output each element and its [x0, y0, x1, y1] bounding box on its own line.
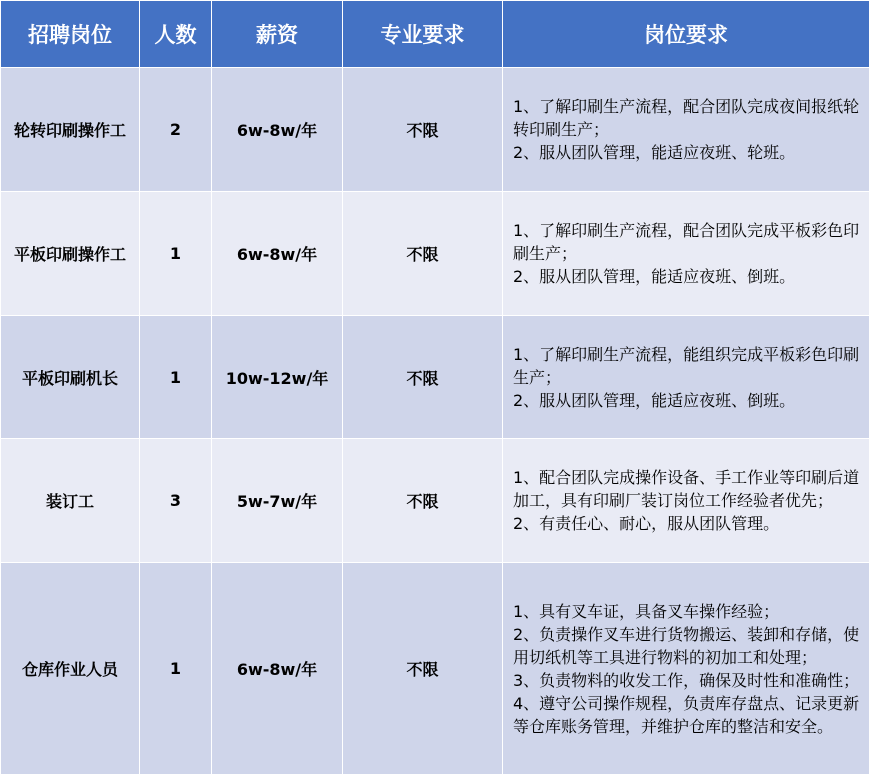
salary-cell: 6w-8w/年 [212, 563, 343, 775]
requirements-cell [503, 439, 869, 563]
salary-cell: 6w-8w/年 [212, 192, 343, 316]
requirement-line: 1、了解印刷生产流程，配合团队完成平板彩色印刷生产； [513, 219, 861, 265]
salary-cell: 10w-12w/年 [212, 316, 343, 439]
header-requirements: 岗位要求 [503, 1, 869, 68]
position-cell: 平板印刷操作工 [1, 192, 140, 316]
requirement-line: 2、负责操作叉车进行货物搬运、装卸和存储，使用切纸机等工具进行物料的初加工和处理； [513, 623, 861, 669]
requirement-line: 4、遵守公司操作规程，负责库存盘点、记录更新等仓库账务管理，并维护仓库的整洁和安全。 [513, 692, 861, 738]
count-cell: 1 [140, 316, 212, 439]
requirements-cell [503, 316, 869, 439]
position-cell: 平板印刷机长 [1, 316, 140, 439]
requirement-line: 1、了解印刷生产流程，能组织完成平板彩色印刷生产； [513, 343, 861, 389]
salary-cell: 6w-8w/年 [212, 68, 343, 192]
header-salary: 薪资 [212, 1, 343, 68]
count-cell: 2 [140, 68, 212, 192]
requirements-cell [503, 68, 869, 192]
requirement-line: 2、有责任心、耐心，服从团队管理。 [513, 512, 861, 535]
position-cell: 仓库作业人员 [1, 563, 140, 775]
requirement-line: 2、服从团队管理，能适应夜班、倒班。 [513, 389, 861, 412]
major-cell: 不限 [343, 68, 503, 192]
header-row [1, 1, 869, 68]
header-position: 招聘岗位 [1, 1, 140, 68]
table-row [1, 192, 869, 316]
requirement-line: 3、负责物料的收发工作，确保及时性和准确性； [513, 669, 861, 692]
table-row [1, 316, 869, 439]
requirements-cell [503, 563, 869, 775]
major-cell: 不限 [343, 439, 503, 563]
major-cell: 不限 [343, 563, 503, 775]
salary-cell: 5w-7w/年 [212, 439, 343, 563]
count-cell: 1 [140, 563, 212, 775]
table-row [1, 563, 869, 775]
position-cell: 轮转印刷操作工 [1, 68, 140, 192]
header-count: 人数 [140, 1, 212, 68]
position-cell: 装订工 [1, 439, 140, 563]
requirement-line: 2、服从团队管理，能适应夜班、轮班。 [513, 141, 861, 164]
requirement-line: 1、配合团队完成操作设备、手工作业等印刷后道加工，具有印刷厂装订岗位工作经验者优先； [513, 466, 861, 512]
header-major: 专业要求 [343, 1, 503, 68]
requirement-line: 1、了解印刷生产流程，配合团队完成夜间报纸轮转印刷生产； [513, 95, 861, 141]
table-row [1, 68, 869, 192]
count-cell: 3 [140, 439, 212, 563]
count-cell: 1 [140, 192, 212, 316]
requirement-line: 2、服从团队管理，能适应夜班、倒班。 [513, 265, 861, 288]
table-row [1, 439, 869, 563]
major-cell: 不限 [343, 192, 503, 316]
major-cell: 不限 [343, 316, 503, 439]
requirement-line: 1、具有叉车证，具备叉车操作经验； [513, 600, 861, 623]
requirements-cell [503, 192, 869, 316]
